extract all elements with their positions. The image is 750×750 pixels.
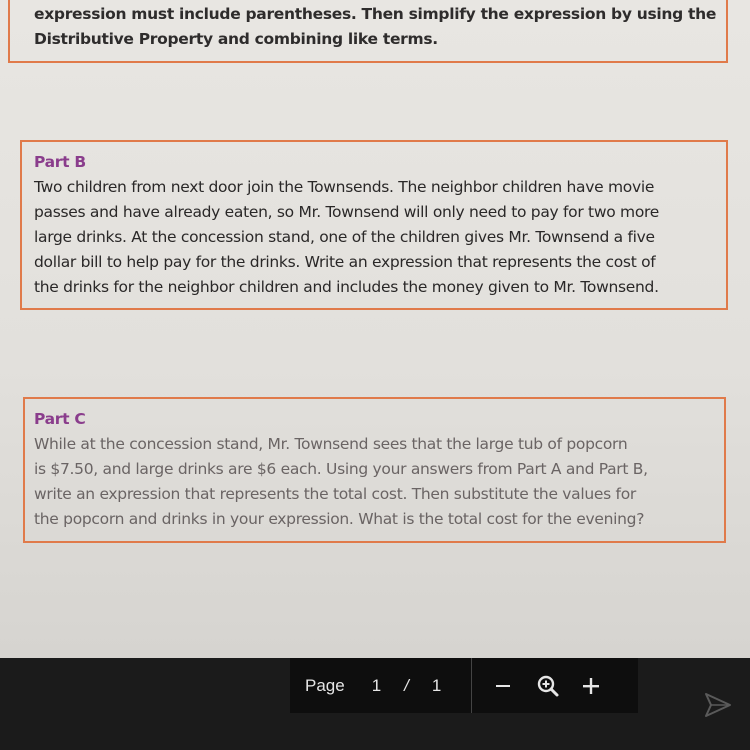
zoom-in-button[interactable]: [579, 676, 603, 696]
zoom-in-icon: [536, 674, 560, 698]
next-page-button[interactable]: [700, 690, 736, 720]
part-b-box: [20, 140, 728, 310]
zoom-out-button[interactable]: [492, 677, 514, 695]
total-pages: 1: [431, 675, 442, 695]
current-page-input[interactable]: 1: [371, 675, 382, 695]
part-c-line: While at the concession stand, Mr. Townsend sees that the large tub of popcorn: [34, 435, 628, 453]
part-c-title: Part C: [34, 410, 86, 428]
part-b-line: the drinks for the neighbor children and includes the money given to Mr. Townsend.: [34, 278, 659, 296]
toolbar-divider: [471, 658, 472, 713]
page-label: Page: [305, 675, 345, 695]
part-c-line: the popcorn and drinks in your expression. What is the total cost for the evening?: [34, 510, 645, 528]
part-c-line: is $7.50, and large drinks are $6 each. Using your answers from Part A and Part B,: [34, 460, 648, 478]
part-c-box: [23, 397, 726, 543]
part-b-line: Two children from next door join the Townsends. The neighbor children have movie: [34, 178, 655, 196]
part-a-line: expression must include parentheses. Then simplify the expression by using the: [34, 5, 717, 23]
page-separator: /: [404, 675, 409, 695]
minus-icon: [494, 677, 512, 695]
zoom-button[interactable]: [535, 674, 561, 698]
part-a-box: [8, 0, 728, 63]
part-b-line: dollar bill to help pay for the drinks. Write an expression that represents the cost of: [34, 253, 656, 271]
part-b-line: passes and have already eaten, so Mr. Townsend will only need to pay for two more: [34, 203, 659, 221]
part-b-title: Part B: [34, 153, 86, 171]
part-a-line: Distributive Property and combining like terms.: [34, 30, 438, 48]
part-c-line: write an expression that represents the total cost. Then substitute the values for: [34, 485, 636, 503]
part-b-line: large drinks. At the concession stand, one of the children gives Mr. Townsend a five: [34, 228, 655, 246]
pdf-toolbar: [290, 658, 638, 713]
next-arrow-icon: [700, 690, 736, 720]
plus-icon: [581, 676, 601, 696]
